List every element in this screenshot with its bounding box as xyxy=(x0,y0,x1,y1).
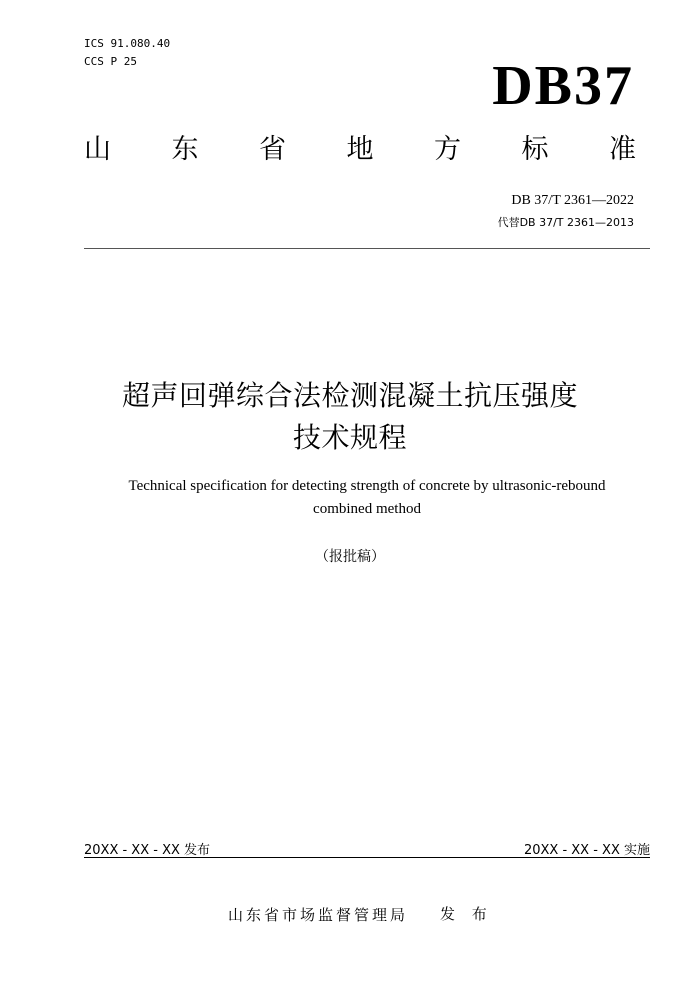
standard-type-char: 东 xyxy=(171,134,199,165)
chinese-title-line-2: 技术规程 xyxy=(292,421,407,454)
issue-label: 发 布 xyxy=(440,905,493,923)
standard-type-title xyxy=(84,136,636,163)
standard-number: DB 37/T 2361—2022 xyxy=(511,193,634,208)
standard-type-char: 省 xyxy=(259,134,286,165)
publish-date: 20XX - XX - XX 发布 xyxy=(84,843,211,858)
draft-status: （报批稿） xyxy=(315,549,385,565)
ics-code: ICS 91.080.40 xyxy=(84,37,171,50)
header-divider xyxy=(84,248,650,249)
implement-date: 20XX - XX - XX 实施 xyxy=(523,843,650,858)
standard-type-char: 地 xyxy=(346,134,374,165)
db37-logo: DB37 xyxy=(492,55,634,117)
chinese-title-line-1: 超声回弹综合法检测混凝土抗压强度 xyxy=(121,379,578,412)
footer-divider xyxy=(84,857,650,858)
ccs-code: CCS P 25 xyxy=(84,55,137,68)
issuing-authority: 山东省市场监督管理局 xyxy=(228,906,409,924)
standard-type-char: 准 xyxy=(609,134,636,165)
standard-type-char: 标 xyxy=(521,134,549,165)
standard-type-char: 山 xyxy=(84,134,111,165)
english-title-line-1: Technical specification for detecting strength of concrete by ultrasonic-rebound xyxy=(128,478,606,494)
replaces-standard: 代替DB 37/T 2361—2013 xyxy=(497,216,634,229)
standard-type-char: 方 xyxy=(434,134,461,165)
english-title-line-2: combined method xyxy=(313,501,421,517)
